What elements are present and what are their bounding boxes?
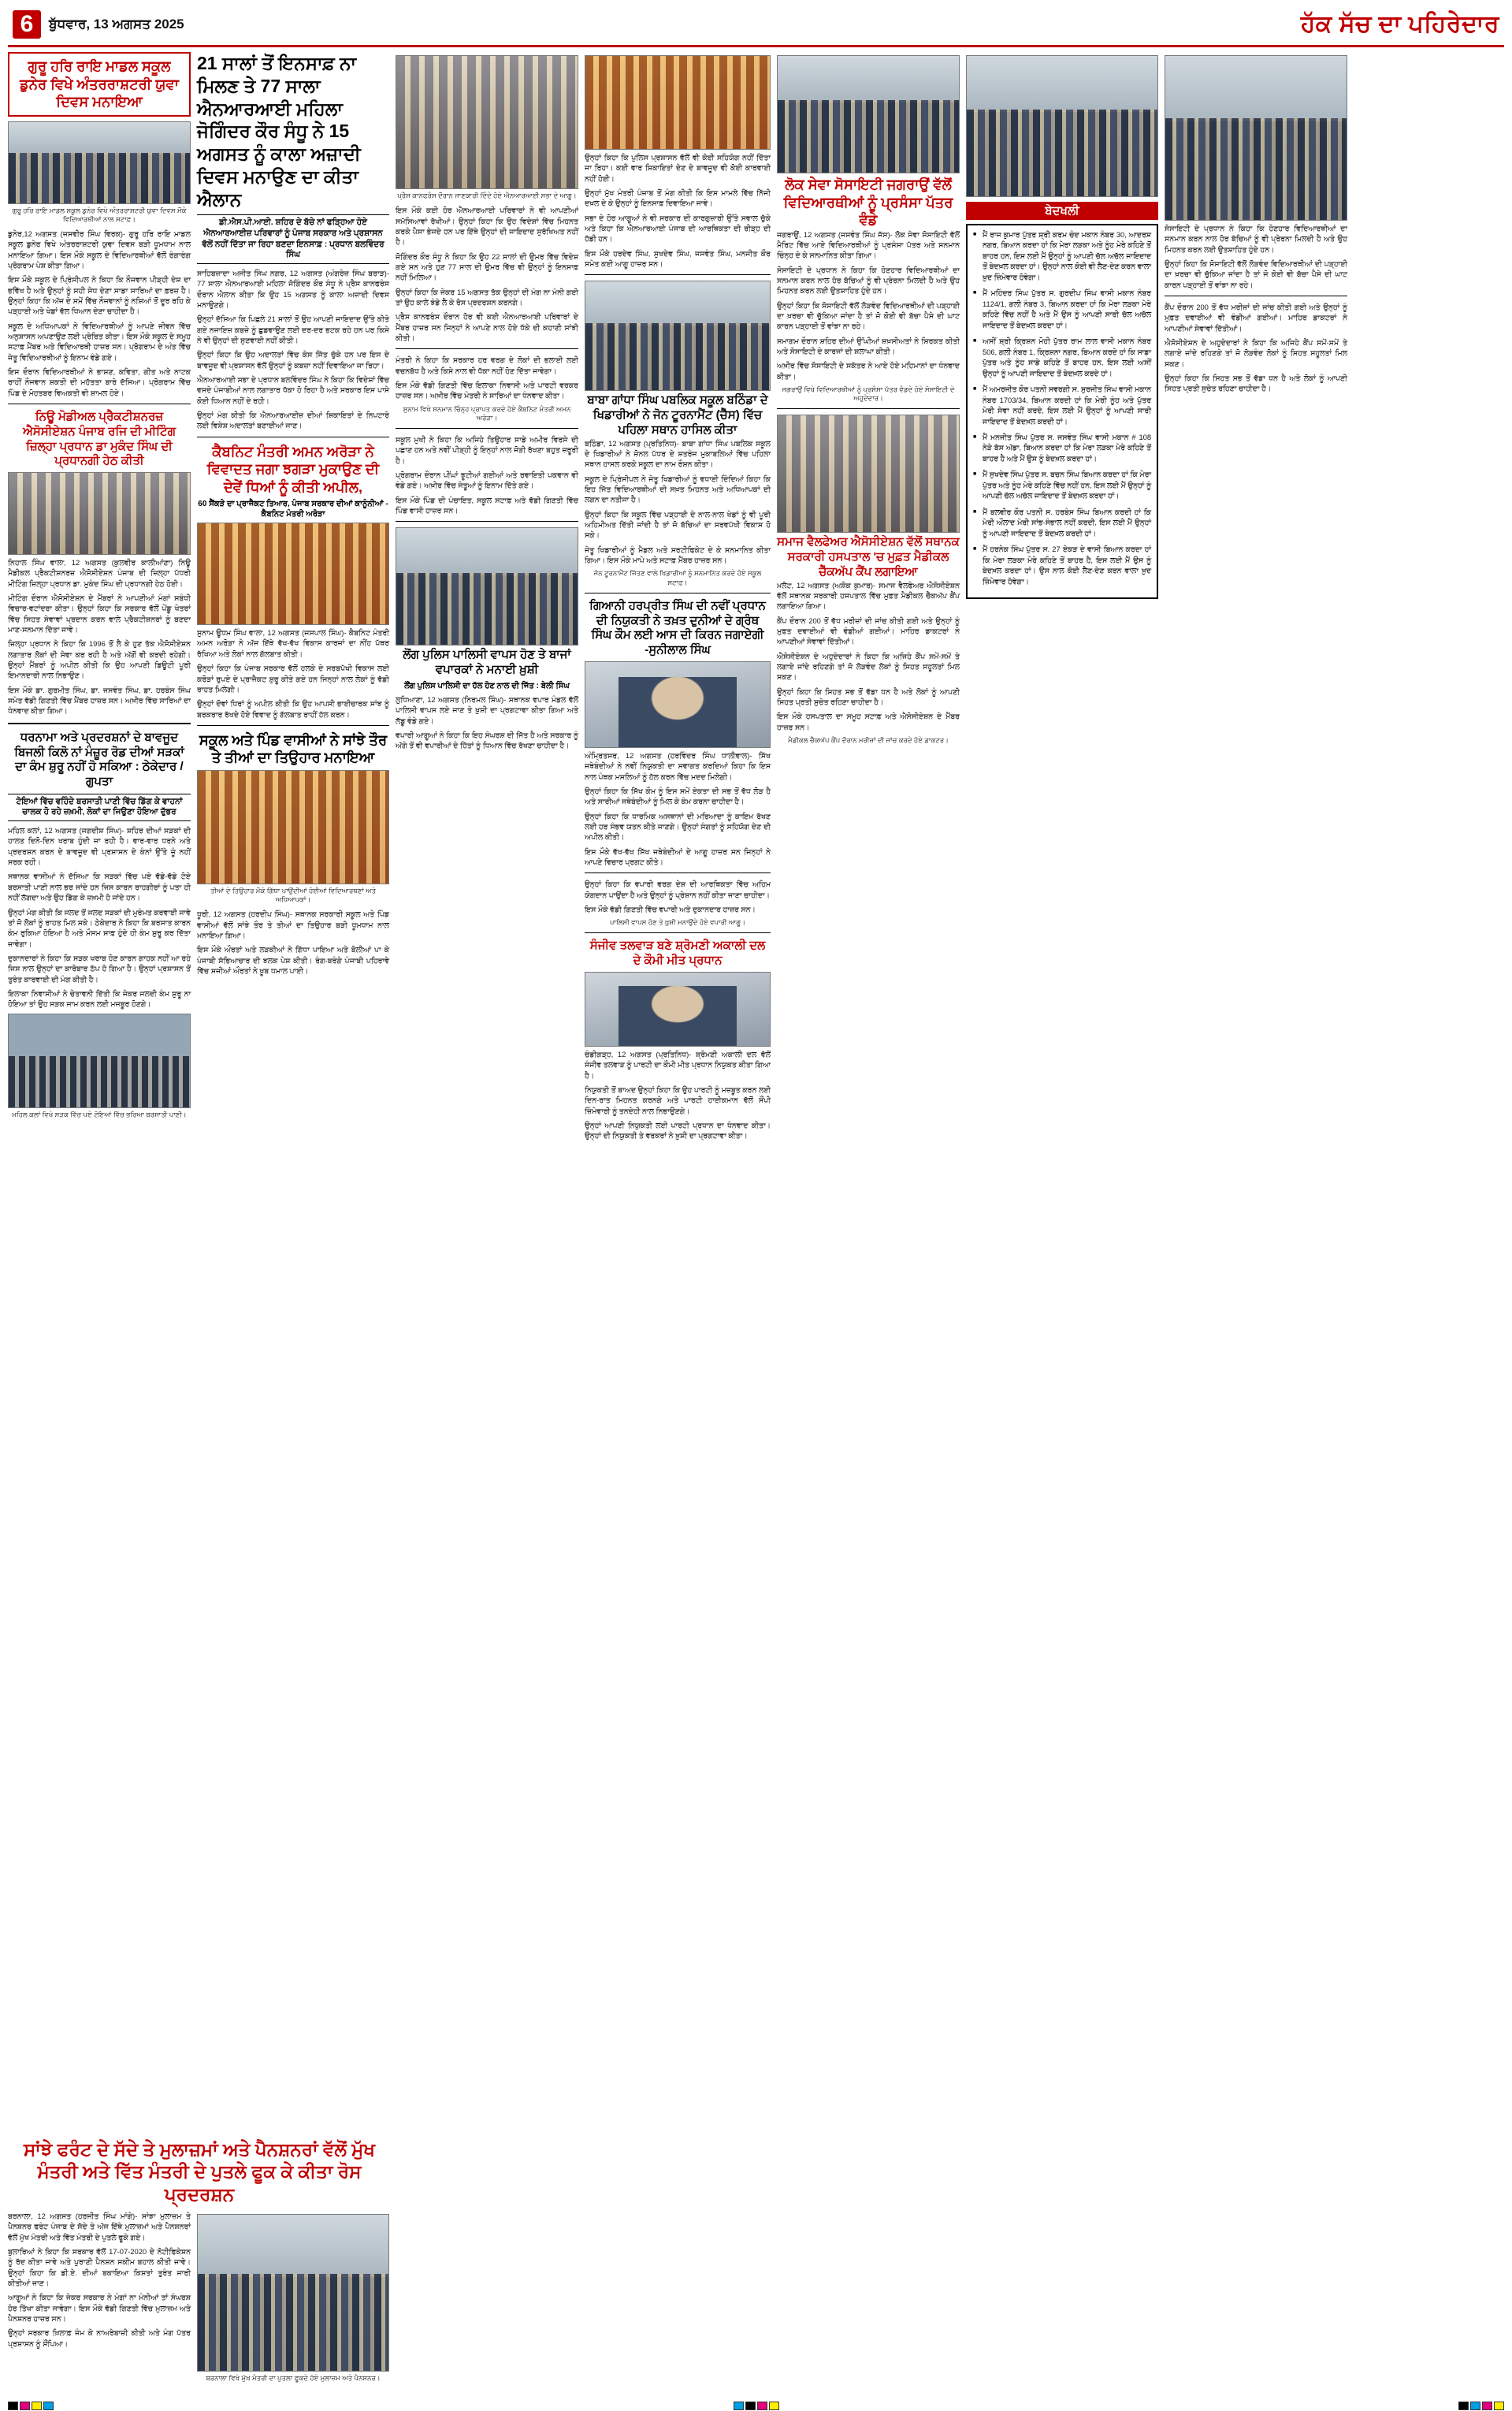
story-lok-para-1: ਜਗਰਾਉਂ, 12 ਅਗਸਤ (ਜਸਵੰਤ ਸਿੰਘ ਜੱਸ)- ਲੋਕ ਸੇਵਾ ਸੋਸਾਇਟੀ ਵੱਲੋਂ ਮੈਰਿਟ ਵਿੱਚ ਆਏ ਵਿਦਿਆਰਥੀਆਂ ਨੂੰ ਪ੍ਰਸੰਸਾ ਪੱਤਰ ਅਤੇ ਸਨਮਾਨ ਚਿੰਨ੍ਹ ਦੇ ਕੇ ਸਨਮਾਨਿਤ ਕੀਤਾ ਗਿਆ। [777,229,960,260]
story-teeyan-para-3: ਸਕੂਲ ਮੁਖੀ ਨੇ ਕਿਹਾ ਕਿ ਅਜਿਹੇ ਤਿਉਹਾਰ ਸਾਡੇ ਅਮੀਰ ਵਿਰਸੇ ਦੀ ਪਛਾਣ ਹਨ ਅਤੇ ਨਵੀਂ ਪੀੜ੍ਹੀ ਨੂੰ ਇਨ੍ਹਾਂ ਨਾਲ ਜੋੜੀ ਰੱਖਣਾ ਬਹੁਤ ਜ਼ਰੂਰੀ ਹੈ। [396,435,578,465]
story-lok-photo [777,55,960,173]
story-lok-para-4: ਸਮਾਗਮ ਦੌਰਾਨ ਸ਼ਹਿਰ ਦੀਆਂ ਉੱਘੀਆਂ ਸ਼ਖ਼ਸੀਅਤਾਂ ਨੇ ਸ਼ਿਰਕਤ ਕੀਤੀ ਅਤੇ ਸੋਸਾਇਟੀ ਦੇ ਕਾਰਜਾਂ ਦੀ ਸ਼ਲਾਘਾ ਕੀਤੀ। [777,336,960,355]
story-duner-photo [8,121,191,204]
story-baba-caption: ਜੋਨ ਟੂਰਨਾਮੈਂਟ ਜਿੱਤਣ ਵਾਲੇ ਖਿਡਾਰੀਆਂ ਨੂੰ ਸਨਮਾਨਿਤ ਕਰਦੇ ਹੋਏ ਸਕੂਲ ਸਟਾਫ਼। [593,569,762,586]
story-sanjeev-headline: ਸੰਜੀਵ ਤਲਵਾੜ ਬਣੇ ਸ਼੍ਰੋਮਣੀ ਅਕਾਲੀ ਦਲ ਦੇ ਕੌਮੀ ਮੀਤ ਪ੍ਰਧਾਨ [589,939,766,968]
reg-swatch [757,2402,767,2410]
lead-b-para-3: ਉਨ੍ਹਾਂ ਕਿਹਾ ਕਿ ਜੇਕਰ 15 ਅਗਸਤ ਤੱਕ ਉਨ੍ਹਾਂ ਦੀ ਮੰਗ ਨਾ ਮੰਨੀ ਗਈ ਤਾਂ ਉਹ ਕਾਲੇ ਝੰਡੇ ਲੈ ਕੇ ਰੋਸ ਪ੍ਰਦਰਸ਼ਨ ਕਰਨਗੇ। [396,287,578,307]
story-roads-para-1: ਮਹਿਲ ਕਲਾਂ, 12 ਅਗਸਤ (ਜਗਦੀਸ਼ ਸਿੰਘ)- ਸ਼ਹਿਰ ਦੀਆਂ ਸੜਕਾਂ ਦੀ ਹਾਲਤ ਦਿਨੋ-ਦਿਨ ਖਰਾਬ ਹੁੰਦੀ ਜਾ ਰਹੀ ਹੈ। ਵਾਰ-ਵਾਰ ਧਰਨੇ ਅਤੇ ਪ੍ਰਦਰਸ਼ਨ ਕਰਨ ਦੇ ਬਾਵਜੂਦ ਵੀ ਪ੍ਰਸ਼ਾਸਨ ਦੇ ਕੰਨਾਂ ਉੱਤੇ ਜੂੰ ਨਹੀਂ ਸਰਕ ਰਹੀ। [8,826,191,867]
reg-swatch [20,2402,30,2410]
story-roads-photo [8,1014,191,1108]
lead-para-1: ਸਾਹਿਬਜ਼ਾਦਾ ਅਜੀਤ ਸਿੰਘ ਨਗਰ, 12 ਅਗਸਤ (ਅੰਗਰੇਜ਼ ਸਿੰਘ ਬਰਾੜ)- 77 ਸਾਲਾ ਐਨਆਰਆਈ ਮਹਿਲਾ ਜੋਗਿੰਦਰ ਕੌਰ ਸੰਧੂ ਨੇ ਪ੍ਰੈਸ ਕਾਨਫਰੰਸ ਦੌਰਾਨ ਐਲਾਨ ਕੀਤਾ ਕਿ ਉਹ 15 ਅਗਸਤ ਨੂੰ ਕਾਲਾ ਅਜ਼ਾਦੀ ਦਿਵਸ ਮਨਾਉਣਗੇ। [197,268,389,309]
newspaper-title: ਹੱਕ ਸੱਚ ਦਾ ਪਹਿਰੇਦਾਰ [1300,10,1499,37]
story-police-para-4: ਇਸ ਮੌਕੇ ਵੱਡੀ ਗਿਣਤੀ ਵਿੱਚ ਵਪਾਰੀ ਅਤੇ ਦੁਕਾਨਦਾਰ ਹਾਜ਼ਰ ਸਨ। [585,904,756,913]
masthead-left [13,10,184,39]
story-teeyan-para-4: ਪ੍ਰੋਗਰਾਮ ਦੌਰਾਨ ਪੀਂਘਾਂ ਝੂਟੀਆਂ ਗਈਆਂ ਅਤੇ ਰਵਾਇਤੀ ਪਕਵਾਨ ਵੀ ਵੰਡੇ ਗਏ। ਅਖ਼ੀਰ ਵਿੱਚ ਜੇਤੂਆਂ ਨੂੰ ਇਨਾਮ ਦਿੱਤੇ ਗਏ। [396,471,578,490]
story-roads-para-5: ਇਲਾਕਾ ਨਿਵਾਸੀਆਂ ਨੇ ਚੇਤਾਵਨੀ ਦਿੱਤੀ ਕਿ ਜੇਕਰ ਜਲਦੀ ਕੰਮ ਸ਼ੁਰੂ ਨਾ ਹੋਇਆ ਤਾਂ ਉਹ ਸੜਕ ਜਾਮ ਕਰਨ ਲਈ ਮਜਬੂਰ ਹੋਣਗੇ। [8,988,191,1009]
story-lok-photo-2 [1165,55,1347,221]
story-lok-headline: ਲੋਕ ਸੇਵਾ ਸੋਸਾਇਟੀ ਜਗਰਾਉਂ ਵੱਲੋਂ ਵਿਦਿਆਰਥੀਆਂ ਨੂੰ ਪ੍ਰਸੰਸਾ ਪੱਤਰ ਵੰਡੇ [783,177,953,228]
lead-c-para-1: ਉਨ੍ਹਾਂ ਕਿਹਾ ਕਿ ਪੁਲਿਸ ਪ੍ਰਸ਼ਾਸਨ ਵੱਲੋਂ ਵੀ ਕੋਈ ਸਹਿਯੋਗ ਨਹੀਂ ਦਿੱਤਾ ਜਾ ਰਿਹਾ। ਕਈ ਵਾਰ ਸ਼ਿਕਾਇਤਾਂ ਦੇਣ ਦੇ ਬਾਵਜੂਦ ਵੀ ਕੋਈ ਕਾਰਵਾਈ ਨਹੀਂ ਹੋਈ। [585,153,771,183]
story-gyani-para-3: ਉਨ੍ਹਾਂ ਕਿਹਾ ਕਿ ਧਾਰਮਿਕ ਅਸਥਾਨਾਂ ਦੀ ਮਰਿਆਦਾ ਨੂੰ ਕਾਇਮ ਰੱਖਣ ਲਈ ਹਰ ਸੰਭਵ ਯਤਨ ਕੀਤੇ ਜਾਣਗੇ। ਉਨ੍ਹਾਂ ਸੰਗਤਾਂ ਨੂੰ ਸਹਿਯੋਗ ਦੇਣ ਦੀ ਅਪੀਲ ਕੀਤੀ। [585,811,771,842]
page-number: 6 [13,10,41,39]
story-cabinet-para-4: ਮੰਤਰੀ ਨੇ ਕਿਹਾ ਕਿ ਸਰਕਾਰ ਹਰ ਵਰਗ ਦੇ ਲੋਕਾਂ ਦੀ ਭਲਾਈ ਲਈ ਵਚਨਬੱਧ ਹੈ ਅਤੇ ਕਿਸੇ ਨਾਲ ਵੀ ਧੱਕਾ ਨਹੀਂ ਹੋਣ ਦਿੱਤਾ ਜਾਵੇਗਾ। [396,355,578,375]
reg-swatch [1482,2402,1492,2410]
list-item: ■ ਮੈਂ ਬਲਵੀਰ ਕੌਰ ਪਤਨੀ ਸ. ਹਰਬੰਸ ਸਿੰਘ ਬਿਆਨ ਕਰਦੀ ਹਾਂ ਕਿ ਮੇਰੀ ਔਲਾਦ ਮੇਰੀ ਸਾਂਭ-ਸੰਭਾਲ ਨਹੀਂ ਕਰਦੀ, ਇਸ ਲਈ ਮੈਂ ਉਨ੍ਹਾਂ ਨੂੰ ਆਪਣੀ ਜਾਇਦਾਦ ਤੋਂ ਬੇਦਖ਼ਲ ਕਰਦੀ ਹਾਂ। [973,508,1151,539]
story-police-para-2: ਵਪਾਰੀ ਆਗੂਆਂ ਨੇ ਕਿਹਾ ਕਿ ਇਹ ਸੰਘਰਸ਼ ਦੀ ਜਿੱਤ ਹੈ ਅਤੇ ਸਰਕਾਰ ਨੂੰ ਅੱਗੇ ਤੋਂ ਵੀ ਵਪਾਰੀਆਂ ਦੇ ਹਿੱਤਾਂ ਨੂੰ ਧਿਆਨ ਵਿੱਚ ਰੱਖਣਾ ਚਾਹੀਦਾ ਹੈ। [396,730,578,750]
story-roads-para-4: ਦੁਕਾਨਦਾਰਾਂ ਨੇ ਕਿਹਾ ਕਿ ਸੜਕ ਖਰਾਬ ਹੋਣ ਕਾਰਨ ਗਾਹਕ ਨਹੀਂ ਆ ਰਹੇ ਜਿਸ ਨਾਲ ਉਨ੍ਹਾਂ ਦਾ ਕਾਰੋਬਾਰ ਠੱਪ ਹੋ ਗਿਆ ਹੈ। ਉਨ੍ਹਾਂ ਪ੍ਰਸ਼ਾਸਨ ਤੋਂ ਤੁਰੰਤ ਕਾਰਵਾਈ ਦੀ ਮੰਗ ਕੀਤੀ ਹੈ। [8,953,191,984]
story-police-para-1: ਲੁਧਿਆਣਾ, 12 ਅਗਸਤ (ਨਿਰਮਲ ਸਿੰਘ)- ਸਥਾਨਕ ਵਪਾਰ ਮੰਡਲ ਵੱਲੋਂ ਪਾਲਿਸੀ ਵਾਪਸ ਲਏ ਜਾਣ ਤੇ ਖ਼ੁਸ਼ੀ ਦਾ ਪ੍ਰਗਟਾਵਾ ਕੀਤਾ ਗਿਆ ਅਤੇ ਲੱਡੂ ਵੰਡੇ ਗਏ। [396,694,578,725]
story-welfare-para-3: ਐਸੋਸੀਏਸ਼ਨ ਦੇ ਅਹੁਦੇਦਾਰਾਂ ਨੇ ਕਿਹਾ ਕਿ ਅਜਿਹੇ ਕੈਂਪ ਸਮੇਂ-ਸਮੇਂ ਤੇ ਲਗਾਏ ਜਾਂਦੇ ਰਹਿਣਗੇ ਤਾਂ ਜੋ ਲੋੜਵੰਦ ਲੋਕਾਂ ਨੂੰ ਸਿਹਤ ਸਹੂਲਤਾਂ ਮਿਲ ਸਕਣ। [777,651,960,682]
lead-c-para-2: ਉਨ੍ਹਾਂ ਮੁੱਖ ਮੰਤਰੀ ਪੰਜਾਬ ਤੋਂ ਮੰਗ ਕੀਤੀ ਕਿ ਇਸ ਮਾਮਲੇ ਵਿੱਚ ਨਿੱਜੀ ਦਖ਼ਲ ਦੇ ਕੇ ਉਨ੍ਹਾਂ ਨੂੰ ਇਨਸਾਫ਼ ਦਿਵਾਇਆ ਜਾਵੇ। [585,188,771,208]
eviction-notice-list [966,224,1158,599]
story-cabinet-para-3: ਉਨ੍ਹਾਂ ਦੋਵਾਂ ਧਿਰਾਂ ਨੂੰ ਅਪੀਲ ਕੀਤੀ ਕਿ ਉਹ ਆਪਸੀ ਭਾਈਚਾਰਕ ਸਾਂਝ ਨੂੰ ਬਰਕਰਾਰ ਰੱਖਦੇ ਹੋਏ ਵਿਵਾਦ ਨੂੰ ਗੱਲਬਾਤ ਰਾਹੀਂ ਹੱਲ ਕਰਨ। [197,699,389,719]
story-gyani-photo [585,661,771,748]
story-welfare-extra-2: ਐਸੋਸੀਏਸ਼ਨ ਦੇ ਅਹੁਦੇਦਾਰਾਂ ਨੇ ਕਿਹਾ ਕਿ ਅਜਿਹੇ ਕੈਂਪ ਸਮੇਂ-ਸਮੇਂ ਤੇ ਲਗਾਏ ਜਾਂਦੇ ਰਹਿਣਗੇ ਤਾਂ ਜੋ ਲੋੜਵੰਦ ਲੋਕਾਂ ਨੂੰ ਸਿਹਤ ਸਹੂਲਤਾਂ ਮਿਲ ਸਕਣ। [1165,338,1347,368]
story-police-deck: ਲੌਂਗ ਪੁਲਿਸ ਪਾਲਿਸੀ ਦਾ ਹੱਲ ਹੋਣ ਨਾਲ ਦੀ ਜਿੱਤ : ਬੇਲੀ ਸਿੰਘ [404,681,570,690]
story-npa-para-2: ਮੀਟਿੰਗ ਦੌਰਾਨ ਐਸੋਸੀਏਸ਼ਨ ਦੇ ਮੈਂਬਰਾਂ ਨੇ ਆਪਣੀਆਂ ਮੰਗਾਂ ਸਬੰਧੀ ਵਿਚਾਰ-ਵਟਾਂਦਰਾ ਕੀਤਾ। ਉਨ੍ਹਾਂ ਕਿਹਾ ਕਿ ਸਰਕਾਰ ਵੱਲੋਂ ਪੇਂਡੂ ਖੇਤਰਾਂ ਵਿੱਚ ਸਿਹਤ ਸੇਵਾਵਾਂ ਪ੍ਰਦਾਨ ਕਰਨ ਵਾਲੇ ਪ੍ਰੈਕਟੀਸ਼ਨਰਾਂ ਨੂੰ ਬਣਦਾ ਮਾਣ-ਸਨਮਾਨ ਦਿੱਤਾ ਜਾਵੇ। [8,593,191,634]
column-5 [777,52,960,2377]
story-sanjeev-para-3: ਉਨ੍ਹਾਂ ਆਪਣੀ ਨਿਯੁਕਤੀ ਲਈ ਪਾਰਟੀ ਪ੍ਰਧਾਨ ਦਾ ਧੰਨਵਾਦ ਕੀਤਾ। ਉਨ੍ਹਾਂ ਦੀ ਨਿਯੁਕਤੀ ਤੇ ਵਰਕਰਾਂ ਨੇ ਖ਼ੁਸ਼ੀ ਦਾ ਪ੍ਰਗਟਾਵਾ ਕੀਤਾ। [585,1121,771,1140]
story-lok-para-2: ਸੋਸਾਇਟੀ ਦੇ ਪ੍ਰਧਾਨ ਨੇ ਕਿਹਾ ਕਿ ਹੋਣਹਾਰ ਵਿਦਿਆਰਥੀਆਂ ਦਾ ਸਨਮਾਨ ਕਰਨ ਨਾਲ ਹੋਰ ਬੱਚਿਆਂ ਨੂੰ ਵੀ ਪ੍ਰੇਰਨਾ ਮਿਲਦੀ ਹੈ ਅਤੇ ਉਹ ਮਿਹਨਤ ਕਰਨ ਲਈ ਉਤਸ਼ਾਹਿਤ ਹੁੰਦੇ ਹਨ। [777,265,960,296]
lead-photo-2 [585,55,771,150]
story-front-para-3: ਆਗੂਆਂ ਨੇ ਕਿਹਾ ਕਿ ਜੇਕਰ ਸਰਕਾਰ ਨੇ ਮੰਗਾਂ ਨਾ ਮੰਨੀਆਂ ਤਾਂ ਸੰਘਰਸ਼ ਹੋਰ ਤਿੱਖਾ ਕੀਤਾ ਜਾਵੇਗਾ। ਇਸ ਮੌਕੇ ਵੱਡੀ ਗਿਣਤੀ ਵਿੱਚ ਮੁਲਾਜ਼ਮ ਅਤੇ ਪੈਨਸ਼ਨਰ ਹਾਜ਼ਰ ਸਨ। [8,2293,191,2323]
story-baba-para-1: ਬਠਿੰਡਾ, 12 ਅਗਸਤ (ਪ੍ਰਤਿਨਿਧ)- ਬਾਬਾ ਗਾਂਧਾ ਸਿੰਘ ਪਬਲਿਕ ਸਕੂਲ ਦੇ ਖਿਡਾਰੀਆਂ ਨੇ ਜ਼ੋਨਲ ਪੱਧਰ ਦੇ ਸ਼ਤਰੰਜ ਮੁਕਾਬਲਿਆਂ ਵਿੱਚ ਪਹਿਲਾ ਸਥਾਨ ਹਾਸਲ ਕਰਕੇ ਸਕੂਲ ਦਾ ਨਾਮ ਰੌਸ਼ਨ ਕੀਤਾ। [585,438,771,469]
story-gyani-headline: ਗਿਆਨੀ ਹਰਪ੍ਰੀਤ ਸਿੰਘ ਦੀ ਨਵੀਂ ਪ੍ਰਧਾਨ ਦੀ ਨਿਯੁਕਤੀ ਨੇ ਤਖ਼ਤ ਦੁਨੀਆਂ ਦੇ ਗ੍ਰੰਥ ਸਿੰਘ ਕੌਮ ਲਈ ਆਸ ਦੀ ਕਿਰਨ ਜਗਾਏਗੀ -ਸੁਨੀਲਾਲ ਸਿੰਘ [589,598,766,657]
story-teeyan-caption: ਤੀਆਂ ਦੇ ਤਿਉਹਾਰ ਮੌਕੇ ਗਿੱਧਾ ਪਾਉਂਦੀਆਂ ਹੋਈਆਂ ਵਿਦਿਆਰਥਣਾਂ ਅਤੇ ਅਧਿਆਪਕਾਂ। [210,886,377,904]
reg-swatch [734,2402,744,2410]
story-teeyan-para-1: ਧੂਰੀ, 12 ਅਗਸਤ (ਹਰਦੀਪ ਸਿੰਘ)- ਸਥਾਨਕ ਸਰਕਾਰੀ ਸਕੂਲ ਅਤੇ ਪਿੰਡ ਵਾਸੀਆਂ ਵੱਲੋਂ ਸਾਂਝੇ ਤੌਰ ਤੇ ਤੀਆਂ ਦਾ ਤਿਉਹਾਰ ਬੜੀ ਧੂਮਧਾਮ ਨਾਲ ਮਨਾਇਆ ਗਿਆ। [197,910,389,939]
column-3 [396,52,578,2377]
story-cabinet-deck: 60 ਸੈਂਕੜੇ ਦਾ ਪ੍ਰਾਜੈਕਟ ਤਿਆਰ, ਪੰਜਾਬ ਸਰਕਾਰ ਦੀਆਂ ਕਾਨੂੰਨੀਆਂ - ਕੈਬਨਿਟ ਮੰਤਰੀ ਅਰੋੜਾ [198,500,388,519]
page-body-grid [8,52,1504,2377]
story-baba-para-4: ਜੇਤੂ ਖਿਡਾਰੀਆਂ ਨੂੰ ਮੈਡਲ ਅਤੇ ਸਰਟੀਫਿਕੇਟ ਦੇ ਕੇ ਸਨਮਾਨਿਤ ਕੀਤਾ ਗਿਆ। ਇਸ ਮੌਕੇ ਮਾਪੇ ਅਤੇ ਸਟਾਫ਼ ਮੈਂਬਰ ਹਾਜ਼ਰ ਸਨ। [585,545,771,565]
story-sanjeev-para-2: ਨਿਯੁਕਤੀ ਤੋਂ ਬਾਅਦ ਉਨ੍ਹਾਂ ਕਿਹਾ ਕਿ ਉਹ ਪਾਰਟੀ ਨੂੰ ਮਜ਼ਬੂਤ ਕਰਨ ਲਈ ਦਿਨ-ਰਾਤ ਮਿਹਨਤ ਕਰਨਗੇ ਅਤੇ ਪਾਰਟੀ ਹਾਈਕਮਾਨ ਵੱਲੋਂ ਸੌਂਪੀ ਜ਼ਿੰਮੇਵਾਰੀ ਨੂੰ ਤਨਦੇਹੀ ਨਾਲ ਨਿਭਾਉਣਗੇ। [585,1085,771,1115]
column-1 [8,52,191,2377]
lead-c-para-4: ਇਸ ਮੌਕੇ ਹਰਦੇਵ ਸਿੰਘ, ਸੁਖਦੇਵ ਸਿੰਘ, ਜਸਵੰਤ ਸਿੰਘ, ਮਨਜੀਤ ਕੌਰ ਸਮੇਤ ਕਈ ਆਗੂ ਹਾਜ਼ਰ ਸਨ। [585,248,771,269]
lead-para-4: ਐਨਆਰਆਈ ਸਭਾ ਦੇ ਪ੍ਰਧਾਨ ਬਲਵਿੰਦਰ ਸਿੰਘ ਨੇ ਕਿਹਾ ਕਿ ਵਿਦੇਸ਼ਾਂ ਵਿੱਚ ਵਸਦੇ ਪੰਜਾਬੀਆਂ ਨਾਲ ਲਗਾਤਾਰ ਧੱਕਾ ਹੋ ਰਿਹਾ ਹੈ ਅਤੇ ਸਰਕਾਰ ਇਸ ਪਾਸੇ ਕੋਈ ਧਿਆਨ ਨਹੀਂ ਦੇ ਰਹੀ। [197,374,389,405]
column-2 [197,52,389,2377]
lead-deck: ਡੀ.ਐਸ.ਪੀ.ਆਈ. ਸ਼ਹਿਰ ਦੇ ਬੱਚੇ ਨਾਂ ਫੜ੍ਹਿਆ ਹੋਏ ਐਨਆਰਆਈਜ਼ ਪਰਿਵਾਰਾਂ ਨੂੰ ਪੰਜਾਬ ਸਰਕਾਰ ਅਤੇ ਪ੍ਰਸ਼ਾਸਨ ਵੱਲੋਂ ਨਹੀਂ ਦਿੱਤਾ ਜਾ ਰਿਹਾ ਬਣਦਾ ਇਨਸਾਫ਼ : ਪ੍ਰਧਾਨ ਬਲਵਿੰਦਰ ਸਿੰਘ [197,214,389,264]
story-npa-para-1: ਨਿਹਾਲ ਸਿੰਘ ਵਾਲਾ, 12 ਅਗਸਤ (ਕੁਲਵੀਰ ਕਾਲੀਆਂਣਾ) ਨਿਊ ਮੈਡੀਕਲ ਪ੍ਰੈਕਟੀਸ਼ਨਰਜ਼ ਐਸੋਸੀਏਸ਼ਨ ਪੰਜਾਬ ਦੀ ਜ਼ਿਲ੍ਹਾ ਪੱਧਰੀ ਮੀਟਿੰਗ ਜ਼ਿਲ੍ਹਾ ਪ੍ਰਧਾਨ ਡਾ. ਮੁਕੰਦ ਸਿੰਘ ਦੀ ਪ੍ਰਧਾਨਗੀ ਹੇਠ ਹੋਈ। [8,558,191,588]
story-duner-caption: ਗੁਰੂ ਹਰਿ ਰਾਇ ਮਾਡਲ ਸਕੂਲ ਡੁਨੇਰ ਵਿਖੇ ਅੰਤਰਰਾਸ਼ਟਰੀ ਯੁਵਾ ਦਿਵਸ ਮੌਕੇ ਵਿਦਿਆਰਥੀਆਂ ਨਾਲ ਸਟਾਫ਼। [12,206,187,223]
story-front-caption: ਬਰਨਾਲਾ ਵਿਖੇ ਮੁੱਖ ਮੰਤਰੀ ਦਾ ਪੁਤਲਾ ਫੂਕਦੇ ਹੋਏ ਮੁਲਾਜ਼ਮ ਅਤੇ ਪੈਨਸ਼ਨਰ। [206,2373,381,2382]
lead-para-2: ਉਨ੍ਹਾਂ ਦੱਸਿਆ ਕਿ ਪਿਛਲੇ 21 ਸਾਲਾਂ ਤੋਂ ਉਹ ਆਪਣੀ ਜਾਇਦਾਦ ਉੱਤੇ ਕੀਤੇ ਗਏ ਨਜਾਇਜ਼ ਕਬਜ਼ੇ ਨੂੰ ਛੁਡਵਾਉਣ ਲਈ ਦਰ-ਦਰ ਭਟਕ ਰਹੇ ਹਨ ਪਰ ਕਿਸੇ ਨੇ ਵੀ ਉਨ੍ਹਾਂ ਦੀ ਸੁਣਵਾਈ ਨਹੀਂ ਕੀਤੀ। [197,314,389,344]
list-item: ■ ਮੈਂ ਮਹਿੰਦਰ ਸਿੰਘ ਪੁੱਤਰ ਸ. ਗੁਰਦੀਪ ਸਿੰਘ ਵਾਸੀ ਮਕਾਨ ਨੰਬਰ 1124/1, ਗਲੀ ਨੰਬਰ 3, ਬਿਆਨ ਕਰਦਾ ਹਾਂ ਕਿ ਮੇਰਾ ਲੜਕਾ ਮੇਰੇ ਕਹਿਣੇ ਵਿੱਚ ਨਹੀਂ ਹੈ ਅਤੇ ਮੈਂ ਉਸ ਨੂੰ ਆਪਣੀ ਸਾਰੀ ਚੱਲ ਅਚੱਲ ਜਾਇਦਾਦ ਤੋਂ ਬੇਦਖ਼ਲ ਕਰਦਾ ਹਾਂ। [973,288,1151,331]
story-baba-headline: ਬਾਬਾ ਗਾਂਧਾ ਸਿੰਘ ਪਬਲਿਕ ਸਕੂਲ ਬਠਿੰਡਾ ਦੇ ਖਿਡਾਰੀਆਂ ਨੇ ਜੋਨ ਟੂਰਨਾਮੈਂਟ (ਚੈੱਸ) ਵਿੱਚ ਪਹਿਲਾ ਸਥਾਨ ਹਾਸਿਲ ਕੀਤਾ [587,393,768,437]
story-duner-headline: ਗੁਰੂ ਹਰਿ ਰਾਇ ਮਾਡਲ ਸਕੂਲ ਡੁਨੇਰ ਵਿਖੇ ਅੰਤਰਰਾਸ਼ਟਰੀ ਯੁਵਾ ਦਿਵਸ ਮਨਾਇਆ [20,58,179,110]
story-npa-para-3: ਜ਼ਿਲ੍ਹਾ ਪ੍ਰਧਾਨ ਨੇ ਕਿਹਾ ਕਿ 1996 ਤੋਂ ਲੈ ਕੇ ਹੁਣ ਤੱਕ ਐਸੋਸੀਏਸ਼ਨ ਲਗਾਤਾਰ ਲੋਕਾਂ ਦੀ ਸੇਵਾ ਕਰ ਰਹੀ ਹੈ ਅਤੇ ਅੱਗੋਂ ਵੀ ਕਰਦੀ ਰਹੇਗੀ। ਉਨ੍ਹਾਂ ਮੈਂਬਰਾਂ ਨੂੰ ਅਪੀਲ ਕੀਤੀ ਕਿ ਉਹ ਆਪਣੀ ਡਿਊਟੀ ਪੂਰੀ ਇਮਾਨਦਾਰੀ ਨਾਲ ਨਿਭਾਉਣ। [8,639,191,680]
story-welfare-para-4: ਉਨ੍ਹਾਂ ਕਿਹਾ ਕਿ ਸਿਹਤ ਸਭ ਤੋਂ ਵੱਡਾ ਧਨ ਹੈ ਅਤੇ ਲੋਕਾਂ ਨੂੰ ਆਪਣੀ ਸਿਹਤ ਪ੍ਰਤੀ ਸੁਚੇਤ ਰਹਿਣਾ ਚਾਹੀਦਾ ਹੈ। [777,686,960,706]
color-registration-bar [0,2400,1512,2411]
story-welfare-headline: ਸਮਾਜ ਵੈਲਫੇਅਰ ਐਸੋਸੀਏਸ਼ਨ ਵੱਲੋਂ ਸਥਾਨਕ ਸਰਕਾਰੀ ਹਸਪਤਾਲ 'ਚ ਮੁਫ਼ਤ ਮੈਡੀਕਲ ਚੈੱਕਅੱਪ ਕੈਂਪ ਲਗਾਇਆ [777,535,960,579]
reg-swatch [32,2402,42,2410]
story-welfare-photo-2 [966,55,1158,197]
story-front-photo [197,2214,389,2372]
story-front-block [8,2138,391,2387]
list-item: ■ ਮੈਂ ਰਾਜ ਕੁਮਾਰ ਪੁੱਤਰ ਸ਼੍ਰੀ ਕਰਮ ਚੰਦ ਮਕਾਨ ਨੰਬਰ 30, ਆਦਰਸ਼ ਨਗਰ, ਬਿਆਨ ਕਰਦਾ ਹਾਂ ਕਿ ਮੇਰਾ ਲੜਕਾ ਅਤੇ ਨੂੰਹ ਮੇਰੇ ਕਹਿਣੇ ਤੋਂ ਬਾਹਰ ਹਨ, ਇਸ ਲਈ ਮੈਂ ਉਨ੍ਹਾਂ ਨੂੰ ਆਪਣੀ ਚੱਲ ਅਚੱਲ ਜਾਇਦਾਦ ਤੋਂ ਬੇਦਖ਼ਲ ਕਰਦਾ ਹਾਂ। ਉਨ੍ਹਾਂ ਨਾਲ ਕੋਈ ਵੀ ਲੈਣ-ਦੇਣ ਕਰਨ ਵਾਲਾ ਖ਼ੁਦ ਜ਼ਿੰਮੇਵਾਰ ਹੋਵੇਗਾ। [973,230,1151,283]
story-welfare-caption: ਮੈਡੀਕਲ ਚੈੱਕਅੱਪ ਕੈਂਪ ਦੌਰਾਨ ਮਰੀਜ਼ਾਂ ਦੀ ਜਾਂਚ ਕਰਦੇ ਹੋਏ ਡਾਕਟਰ। [788,736,949,745]
story-lok-caption: ਜਗਰਾਉਂ ਵਿਖੇ ਵਿਦਿਆਰਥੀਆਂ ਨੂੰ ਪ੍ਰਸੰਸਾ ਪੱਤਰ ਵੰਡਦੇ ਹੋਏ ਸੋਸਾਇਟੀ ਦੇ ਅਹੁਦੇਦਾਰ। [782,385,955,403]
masthead [8,6,1504,47]
list-item: ■ ਅਸੀਂ ਸ਼੍ਰੀ ਕ੍ਰਿਸ਼ਨ ਮੋਹੀ ਪੁੱਤਰ ਰਾਮ ਲਾਲ ਵਾਸੀ ਮਕਾਨ ਨੰਬਰ 506, ਗਲੀ ਨੰਬਰ 1, ਕ੍ਰਿਸ਼ਨਾ ਨਗਰ, ਬਿਆਨ ਕਰਦੇ ਹਾਂ ਕਿ ਸਾਡਾ ਪੁੱਤਰ ਅਤੇ ਨੂੰਹ ਸਾਡੇ ਕਹਿਣੇ ਤੋਂ ਬਾਹਰ ਹਨ, ਇਸ ਲਈ ਅਸੀਂ ਉਨ੍ਹਾਂ ਨੂੰ ਆਪਣੀ ਜਾਇਦਾਦ ਤੋਂ ਬੇਦਖ਼ਲ ਕਰਦੇ ਹਾਂ। [973,337,1151,379]
story-police-caption: ਪਾਲਿਸੀ ਵਾਪਸ ਹੋਣ ਤੇ ਖ਼ੁਸ਼ੀ ਮਨਾਉਂਦੇ ਹੋਏ ਵਪਾਰੀ ਆਗੂ। [609,918,746,927]
story-roads-caption: ਮਹਿਲ ਕਲਾਂ ਵਿਖੇ ਸੜਕ ਵਿੱਚ ਪਏ ਟੋਇਆਂ ਵਿੱਚ ਭਰਿਆ ਬਰਸਾਤੀ ਪਾਣੀ। [12,1110,187,1118]
story-welfare-para-1: ਮਲੋਟ, 12 ਅਗਸਤ (ਅਸ਼ੋਕ ਕੁਮਾਰ)- ਸਮਾਜ ਵੈਲਫੇਅਰ ਐਸੋਸੀਏਸ਼ਨ ਵੱਲੋਂ ਸਥਾਨਕ ਸਰਕਾਰੀ ਹਸਪਤਾਲ ਵਿੱਚ ਮੁਫ਼ਤ ਮੈਡੀਕਲ ਚੈੱਕਅੱਪ ਕੈਂਪ ਲਗਾਇਆ ਗਿਆ। [777,580,960,611]
story-duner-para-3: ਸਕੂਲ ਦੇ ਅਧਿਆਪਕਾਂ ਨੇ ਵਿਦਿਆਰਥੀਆਂ ਨੂੰ ਆਪਣੇ ਜੀਵਨ ਵਿੱਚ ਅਨੁਸ਼ਾਸਨ ਅਪਣਾਉਣ ਲਈ ਪ੍ਰੇਰਿਤ ਕੀਤਾ। ਇਸ ਮੌਕੇ ਸਕੂਲ ਦੇ ਸਮੂਹ ਸਟਾਫ਼ ਮੈਂਬਰ ਅਤੇ ਵਿਦਿਆਰਥੀ ਹਾਜ਼ਰ ਸਨ। ਪ੍ਰੋਗਰਾਮ ਦੇ ਅੰਤ ਵਿੱਚ ਜੇਤੂ ਵਿਦਿਆਰਥੀਆਂ ਨੂੰ ਇਨਾਮ ਵੰਡੇ ਗਏ। [8,321,191,362]
lead-c-para-3: ਸਭਾ ਦੇ ਹੋਰ ਆਗੂਆਂ ਨੇ ਵੀ ਸਰਕਾਰ ਦੀ ਕਾਰਗੁਜ਼ਾਰੀ ਉੱਤੇ ਸਵਾਲ ਚੁੱਕੇ ਅਤੇ ਕਿਹਾ ਕਿ ਐਨਆਰਆਈ ਪੰਜਾਬ ਦੀ ਆਰਥਿਕਤਾ ਦੀ ਰੀੜ੍ਹ ਦੀ ਹੱਡੀ ਹਨ। [585,213,771,244]
list-item: ■ ਮੈਂ ਹਰਨੇਕ ਸਿੰਘ ਪੁੱਤਰ ਸ. 27 ਏਕੜ ਦੇ ਵਾਸੀ ਬਿਆਨ ਕਰਦਾ ਹਾਂ ਕਿ ਮੇਰਾ ਲੜਕਾ ਮੇਰੇ ਕਹਿਣੇ ਤੋਂ ਬਾਹਰ ਹੈ, ਇਸ ਲਈ ਮੈਂ ਉਸ ਨੂੰ ਬੇਦਖ਼ਲ ਕਰਦਾ ਹਾਂ। ਉਸ ਨਾਲ ਕੋਈ ਲੈਣ-ਦੇਣ ਕਰਨ ਵਾਲਾ ਖ਼ੁਦ ਜ਼ਿੰਮੇਵਾਰ ਹੋਵੇਗਾ। [973,545,1151,587]
reg-swatch [43,2402,54,2410]
story-baba-para-3: ਉਨ੍ਹਾਂ ਕਿਹਾ ਕਿ ਸਕੂਲ ਵਿੱਚ ਪੜ੍ਹਾਈ ਦੇ ਨਾਲ-ਨਾਲ ਖੇਡਾਂ ਨੂੰ ਵੀ ਪੂਰੀ ਅਹਿਮੀਅਤ ਦਿੱਤੀ ਜਾਂਦੀ ਹੈ ਤਾਂ ਜੋ ਬੱਚਿਆਂ ਦਾ ਸਰਵਪੱਖੀ ਵਿਕਾਸ ਹੋ ਸਕੇ। [585,509,771,540]
story-npa-headline: ਨਿਊ ਮੋਡੀਅਲ ਪ੍ਰੈਕਟੀਸ਼ਨਰਜ਼ ਐਸੋਸੀਏਸ਼ਨ ਪੰਜਾਬ ਰਜਿ ਦੀ ਮੀਟਿੰਗ ਜ਼ਿਲ੍ਹਾ ਪ੍ਰਧਾਨ ਡਾ ਮੁਕੰਦ ਸਿੰਘ ਦੀ ਪ੍ਰਧਾਨਗੀ ਹੇਠ ਕੀਤੀ [22,410,176,468]
story-cabinet-caption: ਸੁਨਾਮ ਵਿਖੇ ਸਨਮਾਨ ਚਿੰਨ੍ਹ ਪ੍ਰਾਪਤ ਕਰਦੇ ਹੋਏ ਕੈਬਨਿਟ ਮੰਤਰੀ ਅਮਨ ਅਰੋੜਾ। [403,404,571,422]
story-duner-headline-box [8,52,191,117]
story-gyani-para-1: ਅੰਮ੍ਰਿਤਸਰ, 12 ਅਗਸਤ (ਹਰਵਿੰਦਰ ਸਿੰਘ ਧਾਲੀਵਾਲ)- ਸਿੱਖ ਜਥੇਬੰਦੀਆਂ ਨੇ ਨਵੀਂ ਨਿਯੁਕਤੀ ਦਾ ਸਵਾਗਤ ਕਰਦਿਆਂ ਕਿਹਾ ਕਿ ਇਸ ਨਾਲ ਪੰਥਕ ਮਸਲਿਆਂ ਨੂੰ ਹੱਲ ਕਰਨ ਵਿੱਚ ਮਦਦ ਮਿਲੇਗੀ। [585,750,771,781]
reg-swatch [1458,2402,1469,2410]
story-duner-para-4: ਇਸ ਦੌਰਾਨ ਵਿਦਿਆਰਥੀਆਂ ਨੇ ਭਾਸ਼ਣ, ਕਵਿਤਾ, ਗੀਤ ਅਤੇ ਨਾਟਕ ਰਾਹੀਂ ਨੌਜਵਾਨ ਸ਼ਕਤੀ ਦੀ ਮਹੱਤਤਾ ਬਾਰੇ ਦੱਸਿਆ। ਪ੍ਰੋਗਰਾਮ ਵਿੱਚ ਪਿੰਡ ਦੇ ਮੋਹਤਬਰ ਵਿਅਕਤੀ ਵੀ ਸ਼ਾਮਲ ਹੋਏ। [8,366,191,397]
story-roads-headline: ਧਰਨਾਮਾ ਅਤੇ ਪ੍ਰਦਰਸ਼ਨਾਂ ਦੇ ਬਾਵਜੂਦ ਬਿਜਲੀ ਕਿਲੋ ਨਾਂ ਮੰਜ਼ੂਰ ਰੋਡ ਦੀਆਂ ਸੜਕਾਂ ਦਾ ਕੰਮ ਸ਼ੁਰੂ ਨਹੀਂ ਹੋ ਸਕਿਆ : ਠੇਕੇਦਾਰ / ਗੁਪਤਾ [14,730,184,789]
reg-swatch [745,2402,756,2410]
story-cabinet-para-1: ਸੁਨਾਮ ਊਧਮ ਸਿੰਘ ਵਾਲਾ, 12 ਅਗਸਤ (ਜਸਪਾਲ ਸਿੰਘ)- ਕੈਬਨਿਟ ਮੰਤਰੀ ਅਮਨ ਅਰੋੜਾ ਨੇ ਅੱਜ ਇੱਥੇ ਵੱਖ-ਵੱਖ ਵਿਕਾਸ ਕਾਰਜਾਂ ਦਾ ਨੀਂਹ ਪੱਥਰ ਰੱਖਿਆ ਅਤੇ ਲੋਕਾਂ ਨਾਲ ਗੱਲਬਾਤ ਕੀਤੀ। [197,628,389,658]
story-duner-para-1: ਡੁਨੇਰ,12 ਅਗਸਤ (ਜਸਵੀਰ ਸਿੰਘ ਵਿਰਕ)- ਗੁਰੂ ਹਰਿ ਰਾਇ ਮਾਡਲ ਸਕੂਲ ਡੁਨੇਰ ਵਿਖੇ ਅੰਤਰਰਾਸ਼ਟਰੀ ਯੁਵਾ ਦਿਵਸ ਬੜੀ ਧੂਮਧਾਮ ਨਾਲ ਮਨਾਇਆ ਗਿਆ। ਇਸ ਮੌਕੇ ਸਕੂਲ ਦੇ ਵਿਦਿਆਰਥੀਆਂ ਵੱਲੋਂ ਰੰਗਾਰੰਗ ਪ੍ਰੋਗਰਾਮ ਪੇਸ਼ ਕੀਤਾ ਗਿਆ। [8,229,191,270]
story-sanjeev-para-1: ਚੰਡੀਗੜ੍ਹ, 12 ਅਗਸਤ (ਪ੍ਰਤਿਨਿਧ)- ਸ਼੍ਰੋਮਣੀ ਅਕਾਲੀ ਦਲ ਵੱਲੋਂ ਸੰਜੀਵ ਤਲਵਾੜ ਨੂੰ ਪਾਰਟੀ ਦਾ ਕੌਮੀ ਮੀਤ ਪ੍ਰਧਾਨ ਨਿਯੁਕਤ ਕੀਤਾ ਗਿਆ ਹੈ। [585,1049,771,1080]
story-gyani-para-4: ਇਸ ਮੌਕੇ ਵੱਖ-ਵੱਖ ਸਿੱਖ ਜਥੇਬੰਦੀਆਂ ਦੇ ਆਗੂ ਹਾਜ਼ਰ ਸਨ ਜਿਨ੍ਹਾਂ ਨੇ ਆਪਣੇ ਵਿਚਾਰ ਪ੍ਰਗਟ ਕੀਤੇ। [585,846,771,866]
lead-photo-caption: ਪ੍ਰੈਸ ਕਾਨਫਰੰਸ ਦੌਰਾਨ ਜਾਣਕਾਰੀ ਦਿੰਦੇ ਹੋਏ ਐਨਆਰਆਈ ਸਭਾ ਦੇ ਆਗੂ। [397,192,577,199]
lead-b-para-2: ਜੋਗਿੰਦਰ ਕੌਰ ਸੰਧੂ ਨੇ ਕਿਹਾ ਕਿ ਉਹ 22 ਸਾਲਾਂ ਦੀ ਉਮਰ ਵਿੱਚ ਵਿਦੇਸ਼ ਗਏ ਸਨ ਅਤੇ ਹੁਣ 77 ਸਾਲ ਦੀ ਉਮਰ ਵਿੱਚ ਵੀ ਉਨ੍ਹਾਂ ਨੂੰ ਇਨਸਾਫ਼ ਨਹੀਂ ਮਿਲਿਆ। [396,251,578,282]
story-welfare-para-5: ਇਸ ਮੌਕੇ ਹਸਪਤਾਲ ਦਾ ਸਮੂਹ ਸਟਾਫ਼ ਅਤੇ ਐਸੋਸੀਏਸ਼ਨ ਦੇ ਮੈਂਬਰ ਹਾਜ਼ਰ ਸਨ। [777,712,960,731]
story-sanjeev-photo [585,972,771,1047]
story-gyani-para-2: ਉਨ੍ਹਾਂ ਕਿਹਾ ਕਿ ਸਿੱਖ ਕੌਮ ਨੂੰ ਇਸ ਸਮੇਂ ਏਕਤਾ ਦੀ ਸਭ ਤੋਂ ਵੱਧ ਲੋੜ ਹੈ ਅਤੇ ਸਾਰੀਆਂ ਜਥੇਬੰਦੀਆਂ ਨੂੰ ਮਿਲ ਕੇ ਕੰਮ ਕਰਨਾ ਚਾਹੀਦਾ ਹੈ। [585,786,771,806]
lead-headline: 21 ਸਾਲਾਂ ਤੋਂ ਇਨਸਾਫ਼ ਨਾ ਮਿਲਣ ਤੇ 77 ਸਾਲਾ ਐਨਆਰਆਈ ਮਹਿਲਾ ਜੋਗਿੰਦਰ ਕੌਰ ਸੰਧੂ ਨੇ 15 ਅਗਸਤ ਨੂੰ ਕਾਲਾ ਅਜ਼ਾਦੀ ਦਿਵਸ ਮਨਾਉਣ ਦਾ ਕੀਤਾ ਐਲਾਨ [197,53,361,210]
story-teeyan-para-5: ਇਸ ਮੌਕੇ ਪਿੰਡ ਦੀ ਪੰਚਾਇਤ, ਸਕੂਲ ਸਟਾਫ਼ ਅਤੇ ਵੱਡੀ ਗਿਣਤੀ ਵਿੱਚ ਪਿੰਡ ਵਾਸੀ ਹਾਜ਼ਰ ਸਨ। [396,495,578,515]
list-item: ■ ਮੈਂ ਸੁਖਦੇਵ ਸਿੰਘ ਪੁੱਤਰ ਸ. ਬਚਨ ਸਿੰਘ ਬਿਆਨ ਕਰਦਾ ਹਾਂ ਕਿ ਮੇਰਾ ਪੁੱਤਰ ਅਤੇ ਨੂੰਹ ਮੇਰੇ ਕਹਿਣੇ ਵਿੱਚ ਨਹੀਂ ਹਨ, ਇਸ ਲਈ ਮੈਂ ਉਨ੍ਹਾਂ ਨੂੰ ਆਪਣੀ ਚੱਲ ਅਚੱਲ ਜਾਇਦਾਦ ਤੋਂ ਬੇਦਖ਼ਲ ਕਰਦਾ ਹਾਂ। [973,470,1151,501]
column-4 [585,52,771,2377]
story-duner-para-2: ਇਸ ਮੌਕੇ ਸਕੂਲ ਦੇ ਪ੍ਰਿੰਸੀਪਲ ਨੇ ਕਿਹਾ ਕਿ ਨੌਜਵਾਨ ਪੀੜ੍ਹੀ ਦੇਸ਼ ਦਾ ਭਵਿੱਖ ਹੈ ਅਤੇ ਉਨ੍ਹਾਂ ਨੂੰ ਸਹੀ ਸੇਧ ਦੇਣਾ ਸਾਡਾ ਸਾਰਿਆਂ ਦਾ ਫ਼ਰਜ਼ ਹੈ। ਉਨ੍ਹਾਂ ਕਿਹਾ ਕਿ ਅੱਜ ਦੇ ਸਮੇਂ ਵਿੱਚ ਨੌਜਵਾਨਾਂ ਨੂੰ ਨਸ਼ਿਆਂ ਤੋਂ ਦੂਰ ਰਹਿ ਕੇ ਪੜ੍ਹਾਈ ਅਤੇ ਖੇਡਾਂ ਵੱਲ ਧਿਆਨ ਦੇਣਾ ਚਾਹੀਦਾ ਹੈ। [8,275,191,316]
story-police-photo [396,527,578,646]
story-front-para-2: ਬੁਲਾਰਿਆਂ ਨੇ ਕਿਹਾ ਕਿ ਸਰਕਾਰ ਵੱਲੋਂ 17-07-2020 ਦੇ ਨੋਟੀਫਿਕੇਸ਼ਨ ਨੂੰ ਰੱਦ ਕੀਤਾ ਜਾਵੇ ਅਤੇ ਪੁਰਾਣੀ ਪੈਨਸ਼ਨ ਸਕੀਮ ਬਹਾਲ ਕੀਤੀ ਜਾਵੇ। ਉਨ੍ਹਾਂ ਕਿਹਾ ਕਿ ਡੀ.ਏ. ਦੀਆਂ ਬਕਾਇਆ ਕਿਸ਼ਤਾਂ ਤੁਰੰਤ ਜਾਰੀ ਕੀਤੀਆਂ ਜਾਣ। [8,2246,191,2287]
story-lok-extra-1: ਸੋਸਾਇਟੀ ਦੇ ਪ੍ਰਧਾਨ ਨੇ ਕਿਹਾ ਕਿ ਹੋਣਹਾਰ ਵਿਦਿਆਰਥੀਆਂ ਦਾ ਸਨਮਾਨ ਕਰਨ ਨਾਲ ਹੋਰ ਬੱਚਿਆਂ ਨੂੰ ਵੀ ਪ੍ਰੇਰਨਾ ਮਿਲਦੀ ਹੈ ਅਤੇ ਉਹ ਮਿਹਨਤ ਕਰਨ ਲਈ ਉਤਸ਼ਾਹਿਤ ਹੁੰਦੇ ਹਨ। [1165,224,1347,254]
list-item: ■ ਮੈਂ ਮਨਜੀਤ ਸਿੰਘ ਪੁੱਤਰ ਸ. ਜਸਵੰਤ ਸਿੰਘ ਵਾਸੀ ਮਕਾਨ # 108 ਨੇੜੇ ਬੱਸ ਅੱਡਾ, ਬਿਆਨ ਕਰਦਾ ਹਾਂ ਕਿ ਮੇਰਾ ਲੜਕਾ ਮੇਰੇ ਕਹਿਣੇ ਤੋਂ ਬਾਹਰ ਹੈ ਅਤੇ ਮੈਂ ਉਸ ਨੂੰ ਬੇਦਖ਼ਲ ਕਰਦਾ ਹਾਂ। [973,433,1151,464]
publication-date: ਬੁੱਧਵਾਰ, 13 ਅਗਸਤ 2025 [49,16,184,32]
story-welfare-para-2: ਕੈਂਪ ਦੌਰਾਨ 200 ਤੋਂ ਵੱਧ ਮਰੀਜ਼ਾਂ ਦੀ ਜਾਂਚ ਕੀਤੀ ਗਈ ਅਤੇ ਉਨ੍ਹਾਂ ਨੂੰ ਮੁਫ਼ਤ ਦਵਾਈਆਂ ਵੀ ਵੰਡੀਆਂ ਗਈਆਂ। ਮਾਹਿਰ ਡਾਕਟਰਾਂ ਨੇ ਆਪਣੀਆਂ ਸੇਵਾਵਾਂ ਦਿੱਤੀਆਂ। [777,616,960,646]
story-roads-para-3: ਉਨ੍ਹਾਂ ਮੰਗ ਕੀਤੀ ਕਿ ਜਲਦ ਤੋਂ ਜਲਦ ਸੜਕਾਂ ਦੀ ਮੁਰੰਮਤ ਕਰਵਾਈ ਜਾਵੇ ਤਾਂ ਜੋ ਲੋਕਾਂ ਨੂੰ ਰਾਹਤ ਮਿਲ ਸਕੇ। ਠੇਕੇਦਾਰ ਨੇ ਕਿਹਾ ਕਿ ਬਰਸਾਤ ਕਾਰਨ ਕੰਮ ਰੁਕਿਆ ਹੋਇਆ ਹੈ ਅਤੇ ਮੌਸਮ ਸਾਫ਼ ਹੁੰਦੇ ਹੀ ਕੰਮ ਸ਼ੁਰੂ ਕਰ ਦਿੱਤਾ ਜਾਵੇਗਾ। [8,907,191,948]
notice-title-bar: ਬੇਦਖਲੀ [966,202,1158,220]
reg-swatch [769,2402,779,2410]
story-roads-subhead: ਟੋਇਆਂ ਵਿੱਚ ਵਹਿੰਦੇ ਬਰਸਾਤੀ ਪਾਣੀ ਵਿੱਚ ਡਿੱਗ ਕੇ ਵਾਹਨਾਂ ਚਾਲਕ ਹੋ ਰਹੇ ਜ਼ਖ਼ਮੀ, ਲੋਕਾਂ ਦਾ ਜਿਉਣਾ ਹੋਇਆ ਦੁੱਭਰ [8,794,191,821]
story-teeyan-photo [197,770,389,884]
story-police-para-3: ਉਨ੍ਹਾਂ ਕਿਹਾ ਕਿ ਵਪਾਰੀ ਵਰਗ ਦੇਸ਼ ਦੀ ਆਰਥਿਕਤਾ ਵਿੱਚ ਅਹਿਮ ਯੋਗਦਾਨ ਪਾਉਂਦਾ ਹੈ ਅਤੇ ਉਨ੍ਹਾਂ ਨੂੰ ਪ੍ਰੇਸ਼ਾਨ ਨਹੀਂ ਕੀਤਾ ਜਾਣਾ ਚਾਹੀਦਾ। [585,880,771,899]
story-lok-para-3: ਉਨ੍ਹਾਂ ਕਿਹਾ ਕਿ ਸੋਸਾਇਟੀ ਵੱਲੋਂ ਲੋੜਵੰਦ ਵਿਦਿਆਰਥੀਆਂ ਦੀ ਪੜ੍ਹਾਈ ਦਾ ਖ਼ਰਚਾ ਵੀ ਚੁੱਕਿਆ ਜਾਂਦਾ ਹੈ ਤਾਂ ਜੋ ਕੋਈ ਵੀ ਬੱਚਾ ਪੈਸੇ ਦੀ ਘਾਟ ਕਾਰਨ ਪੜ੍ਹਾਈ ਤੋਂ ਵਾਂਝਾ ਨਾ ਰਹੇ। [777,300,960,331]
story-baba-para-2: ਸਕੂਲ ਦੇ ਪ੍ਰਿੰਸੀਪਲ ਨੇ ਜੇਤੂ ਖਿਡਾਰੀਆਂ ਨੂੰ ਵਧਾਈ ਦਿੰਦਿਆਂ ਕਿਹਾ ਕਿ ਇਹ ਜਿੱਤ ਵਿਦਿਆਰਥੀਆਂ ਦੀ ਸਖ਼ਤ ਮਿਹਨਤ ਅਤੇ ਅਧਿਆਪਕਾਂ ਦੀ ਲਗਨ ਦਾ ਨਤੀਜਾ ਹੈ। [585,474,771,504]
lead-photo [396,55,578,189]
story-cabinet-headline: ਕੈਬਨਿਟ ਮੰਤਰੀ ਅਮਨ ਅਰੋੜਾ ਨੇ ਵਿਵਾਦਤ ਜਗਾ ਝਗੜਾ ਮੁਕਾਉਣ ਦੀ ਦੇਵੇਂ ਧਿਆਂ ਨੂੰ ਕੀਤੀ ਅਪੀਲ, [206,443,380,495]
story-baba-photo [585,281,771,391]
reg-swatch [1494,2402,1504,2410]
column-7 [1165,52,1347,2377]
story-lok-para-5: ਅਖ਼ੀਰ ਵਿੱਚ ਸੋਸਾਇਟੀ ਦੇ ਸਕੱਤਰ ਨੇ ਆਏ ਹੋਏ ਮਹਿਮਾਨਾਂ ਦਾ ਧੰਨਵਾਦ ਕੀਤਾ। [777,361,960,381]
story-police-headline: ਲੋਂਗ ਪੁਲਿਸ ਪਾਲਿਸੀ ਵਾਪਸ ਹੋਣ ਤੇ ਬਾਜਾਂ ਵਪਾਰਕਾਂ ਨੇ ਮਨਾਈ ਖ਼ੁਸ਼ੀ [403,648,571,677]
story-welfare-extra-3: ਉਨ੍ਹਾਂ ਕਿਹਾ ਕਿ ਸਿਹਤ ਸਭ ਤੋਂ ਵੱਡਾ ਧਨ ਹੈ ਅਤੇ ਲੋਕਾਂ ਨੂੰ ਆਪਣੀ ਸਿਹਤ ਪ੍ਰਤੀ ਸੁਚੇਤ ਰਹਿਣਾ ਚਾਹੀਦਾ ਹੈ। [1165,374,1347,393]
story-npa-para-4: ਇਸ ਮੌਕੇ ਡਾ. ਗੁਰਮੀਤ ਸਿੰਘ, ਡਾ. ਜਸਵੰਤ ਸਿੰਘ, ਡਾ. ਹਰਬੰਸ ਸਿੰਘ ਸਮੇਤ ਵੱਡੀ ਗਿਣਤੀ ਵਿੱਚ ਮੈਂਬਰ ਹਾਜ਼ਰ ਸਨ। ਅਖ਼ੀਰ ਵਿੱਚ ਸਾਰਿਆਂ ਦਾ ਧੰਨਵਾਦ ਕੀਤਾ ਗਿਆ। [8,685,191,716]
column-6 [966,52,1158,2377]
story-npa-photo [8,472,191,555]
story-teeyan-para-2: ਇਸ ਮੌਕੇ ਔਰਤਾਂ ਅਤੇ ਲੜਕੀਆਂ ਨੇ ਗਿੱਧਾ ਪਾਇਆ ਅਤੇ ਬੋਲੀਆਂ ਪਾ ਕੇ ਪੰਜਾਬੀ ਸੱਭਿਆਚਾਰ ਦੀ ਝਲਕ ਪੇਸ਼ ਕੀਤੀ। ਰੰਗ-ਬਰੰਗੇ ਪੰਜਾਬੀ ਪਹਿਰਾਵੇ ਵਿੱਚ ਸਜੀਆਂ ਔਰਤਾਂ ਨੇ ਖ਼ੂਬ ਧਮਾਲ ਪਾਈ। [197,945,389,975]
reg-swatch [1470,2402,1480,2410]
story-cabinet-photo [197,523,389,625]
lead-b-para-4: ਪ੍ਰੈਸ ਕਾਨਫਰੰਸ ਦੌਰਾਨ ਹੋਰ ਵੀ ਕਈ ਐਨਆਰਆਈ ਪਰਿਵਾਰਾਂ ਦੇ ਮੈਂਬਰ ਹਾਜ਼ਰ ਸਨ ਜਿਨ੍ਹਾਂ ਨੇ ਆਪਣੇ ਨਾਲ ਹੋਏ ਧੱਕੇ ਦੀ ਕਹਾਣੀ ਸਾਂਝੀ ਕੀਤੀ। [396,312,578,342]
story-front-headline: ਸਾਂਝੇ ਫਰੰਟ ਦੇ ਸੱਦੇ ਤੇ ਮੁਲਾਜ਼ਮਾਂ ਅਤੇ ਪੈਨਸ਼ਨਰਾਂ ਵੱਲੋਂ ਮੁੱਖ ਮੰਤਰੀ ਅਤੇ ਵਿੱਤ ਮੰਤਰੀ ਦੇ ਪੁਤਲੇ ਫੂਕ ਕੇ ਕੀਤਾ ਰੋਸ ਪ੍ਰਦਰਸ਼ਨ [23,2138,376,2205]
story-welfare-extra-1: ਕੈਂਪ ਦੌਰਾਨ 200 ਤੋਂ ਵੱਧ ਮਰੀਜ਼ਾਂ ਦੀ ਜਾਂਚ ਕੀਤੀ ਗਈ ਅਤੇ ਉਨ੍ਹਾਂ ਨੂੰ ਮੁਫ਼ਤ ਦਵਾਈਆਂ ਵੀ ਵੰਡੀਆਂ ਗਈਆਂ। ਮਾਹਿਰ ਡਾਕਟਰਾਂ ਨੇ ਆਪਣੀਆਂ ਸੇਵਾਵਾਂ ਦਿੱਤੀਆਂ। [1165,303,1347,333]
story-roads-para-2: ਸਥਾਨਕ ਵਾਸੀਆਂ ਨੇ ਦੱਸਿਆ ਕਿ ਸੜਕਾਂ ਵਿੱਚ ਪਏ ਵੱਡੇ-ਵੱਡੇ ਟੋਏ ਬਰਸਾਤੀ ਪਾਣੀ ਨਾਲ ਭਰ ਜਾਂਦੇ ਹਨ ਜਿਸ ਕਾਰਨ ਰਾਹਗੀਰਾਂ ਨੂੰ ਪਤਾ ਹੀ ਨਹੀਂ ਲੱਗਦਾ ਅਤੇ ਉਹ ਡਿੱਗ ਕੇ ਜ਼ਖ਼ਮੀ ਹੋ ਜਾਂਦੇ ਹਨ। [8,872,191,902]
list-item: ■ ਮੈਂ ਅਮਰਜੀਤ ਕੌਰ ਪਤਨੀ ਸਵਰਗੀ ਸ. ਸੁਰਜੀਤ ਸਿੰਘ ਵਾਸੀ ਮਕਾਨ ਨੰਬਰ 1703/34, ਬਿਆਨ ਕਰਦੀ ਹਾਂ ਕਿ ਮੇਰੀ ਨੂੰਹ ਅਤੇ ਪੁੱਤਰ ਮੇਰੀ ਸੇਵਾ ਨਹੀਂ ਕਰਦੇ, ਇਸ ਲਈ ਮੈਂ ਉਨ੍ਹਾਂ ਨੂੰ ਆਪਣੀ ਸਾਰੀ ਜਾਇਦਾਦ ਤੋਂ ਬੇਦਖ਼ਲ ਕਰਦੀ ਹਾਂ। [973,385,1151,427]
story-front-para-4: ਉਨ੍ਹਾਂ ਸਰਕਾਰ ਖ਼ਿਲਾਫ਼ ਜੰਮ ਕੇ ਨਾਅਰੇਬਾਜ਼ੀ ਕੀਤੀ ਅਤੇ ਮੰਗ ਪੱਤਰ ਪ੍ਰਸ਼ਾਸਨ ਨੂੰ ਸੌਂਪਿਆ। [8,2328,191,2348]
story-cabinet-para-2: ਉਨ੍ਹਾਂ ਕਿਹਾ ਕਿ ਪੰਜਾਬ ਸਰਕਾਰ ਵੱਲੋਂ ਹਲਕੇ ਦੇ ਸਰਬਪੱਖੀ ਵਿਕਾਸ ਲਈ ਕਰੋੜਾਂ ਰੁਪਏ ਦੇ ਪ੍ਰਾਜੈਕਟ ਸ਼ੁਰੂ ਕੀਤੇ ਗਏ ਹਨ ਜਿਨ੍ਹਾਂ ਨਾਲ ਲੋਕਾਂ ਨੂੰ ਵੱਡੀ ਰਾਹਤ ਮਿਲੇਗੀ। [197,664,389,694]
reg-swatch [8,2402,18,2410]
lead-para-5: ਉਨ੍ਹਾਂ ਮੰਗ ਕੀਤੀ ਕਿ ਐਨਆਰਆਈਜ਼ ਦੀਆਂ ਸ਼ਿਕਾਇਤਾਂ ਦੇ ਨਿਪਟਾਰੇ ਲਈ ਵਿਸ਼ੇਸ਼ ਅਦਾਲਤਾਂ ਬਣਾਈਆਂ ਜਾਣ। [197,410,389,430]
lead-b-para-1: ਇਸ ਮੌਕੇ ਕਈ ਹੋਰ ਐਨਆਰਆਈ ਪਰਿਵਾਰਾਂ ਨੇ ਵੀ ਆਪਣੀਆਂ ਸਮੱਸਿਆਵਾਂ ਰੱਖੀਆਂ। ਉਨ੍ਹਾਂ ਕਿਹਾ ਕਿ ਉਹ ਵਿਦੇਸ਼ਾਂ ਵਿੱਚ ਮਿਹਨਤ ਕਰਕੇ ਪੈਸਾ ਭੇਜਦੇ ਹਨ ਪਰ ਇੱਥੇ ਉਨ੍ਹਾਂ ਦੀ ਜਾਇਦਾਦ ਸੁਰੱਖਿਅਤ ਨਹੀਂ ਹੈ। [396,206,578,247]
lead-para-3: ਉਨ੍ਹਾਂ ਕਿਹਾ ਕਿ ਉਹ ਅਦਾਲਤਾਂ ਵਿੱਚ ਕੇਸ ਜਿੱਤ ਚੁੱਕੇ ਹਨ ਪਰ ਇਸ ਦੇ ਬਾਵਜੂਦ ਵੀ ਪ੍ਰਸ਼ਾਸਨ ਵੱਲੋਂ ਉਨ੍ਹਾਂ ਨੂੰ ਕਬਜ਼ਾ ਨਹੀਂ ਦਿਵਾਇਆ ਜਾ ਰਿਹਾ। [197,350,389,370]
story-front-para-1: ਬਰਨਾਲਾ, 12 ਅਗਸਤ (ਹਰਜੀਤ ਸਿੰਘ ਮਾਂਗੇ)- ਸਾਂਝਾ ਮੁਲਾਜ਼ਮ ਤੇ ਪੈਨਸ਼ਨਰ ਫਰੰਟ ਪੰਜਾਬ ਦੇ ਸੱਦੇ ਤੇ ਅੱਜ ਇੱਥੇ ਮੁਲਾਜ਼ਮਾਂ ਅਤੇ ਪੈਨਸ਼ਨਰਾਂ ਵੱਲੋਂ ਮੁੱਖ ਮੰਤਰੀ ਅਤੇ ਵਿੱਤ ਮੰਤਰੀ ਦੇ ਪੁਤਲੇ ਫੂਕੇ ਗਏ। [8,2211,191,2242]
story-lok-extra-2: ਉਨ੍ਹਾਂ ਕਿਹਾ ਕਿ ਸੋਸਾਇਟੀ ਵੱਲੋਂ ਲੋੜਵੰਦ ਵਿਦਿਆਰਥੀਆਂ ਦੀ ਪੜ੍ਹਾਈ ਦਾ ਖ਼ਰਚਾ ਵੀ ਚੁੱਕਿਆ ਜਾਂਦਾ ਹੈ ਤਾਂ ਜੋ ਕੋਈ ਵੀ ਬੱਚਾ ਪੈਸੇ ਦੀ ਘਾਟ ਕਾਰਨ ਪੜ੍ਹਾਈ ਤੋਂ ਵਾਂਝਾ ਨਾ ਰਹੇ। [1165,259,1347,289]
story-welfare-photo [777,415,960,533]
story-teeyan-headline: ਸਕੂਲ ਅਤੇ ਪਿੰਡ ਵਾਸੀਆਂ ਨੇ ਸਾਂਝੇ ਤੌਰ ਤੇ ਤੀਆਂ ਦਾ ਤਿਉਹਾਰ ਮਨਾਇਆ [199,731,388,766]
story-cabinet-para-5: ਇਸ ਮੌਕੇ ਵੱਡੀ ਗਿਣਤੀ ਵਿੱਚ ਇਲਾਕਾ ਨਿਵਾਸੀ ਅਤੇ ਪਾਰਟੀ ਵਰਕਰ ਹਾਜ਼ਰ ਸਨ। ਅਖ਼ੀਰ ਵਿੱਚ ਮੰਤਰੀ ਨੇ ਸਾਰਿਆਂ ਦਾ ਧੰਨਵਾਦ ਕੀਤਾ। [396,380,578,400]
